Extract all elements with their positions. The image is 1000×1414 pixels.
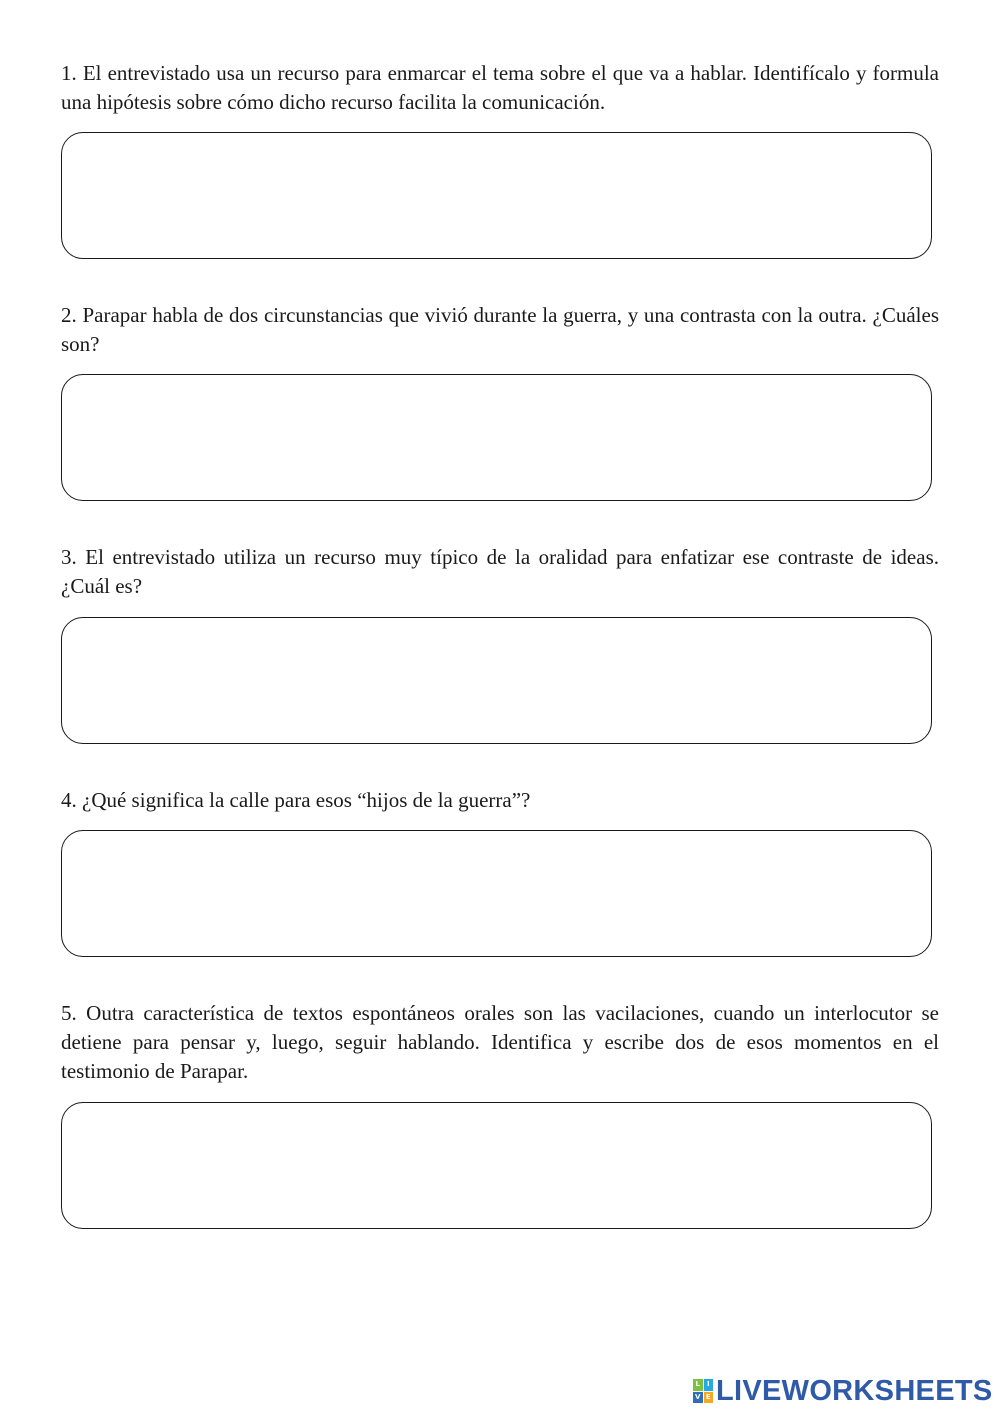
answer-box-3[interactable] — [61, 617, 932, 744]
answer-input-2[interactable] — [62, 375, 931, 500]
answer-box-5[interactable] — [61, 1102, 932, 1229]
answer-box-4[interactable] — [61, 830, 932, 957]
question-4: 4. ¿Qué significa la calle para esos “hijos de la guerra”? — [61, 788, 531, 812]
answer-box-2[interactable] — [61, 374, 932, 501]
question-5: 5. Outra característica de textos espontáneos orales son las vacilaciones, cuando un interlocutor se detiene para pensar y, luego, seguir hablando. Identifica y escribe dos de esos momentos en el testimonio de Parapar. — [61, 1001, 939, 1083]
answer-input-4[interactable] — [62, 831, 931, 956]
question-3: 3. El entrevistado utiliza un recurso muy típico de la oralidad para enfatizar ese contraste de ideas. ¿Cuál es? — [61, 545, 939, 598]
answer-input-1[interactable] — [62, 133, 931, 258]
liveworksheets-mark-icon: L I V E — [693, 1379, 713, 1403]
question-1: 1. El entrevistado usa un recurso para enmarcar el tema sobre el que va a hablar. Identifícalo y formula una hipótesis sobre cómo dicho recurso facilita la comunicación. — [61, 61, 939, 114]
answer-input-3[interactable] — [62, 618, 931, 743]
logo-text: LIVEWORKSHEETS — [716, 1374, 993, 1407]
liveworksheets-logo — [693, 1375, 993, 1407]
answer-input-5[interactable] — [62, 1103, 931, 1228]
question-2: 2. Parapar habla de dos circunstancias que vivió durante la guerra, y una contrasta con la outra. ¿Cuáles son? — [61, 303, 939, 356]
answer-box-1[interactable] — [61, 132, 932, 259]
